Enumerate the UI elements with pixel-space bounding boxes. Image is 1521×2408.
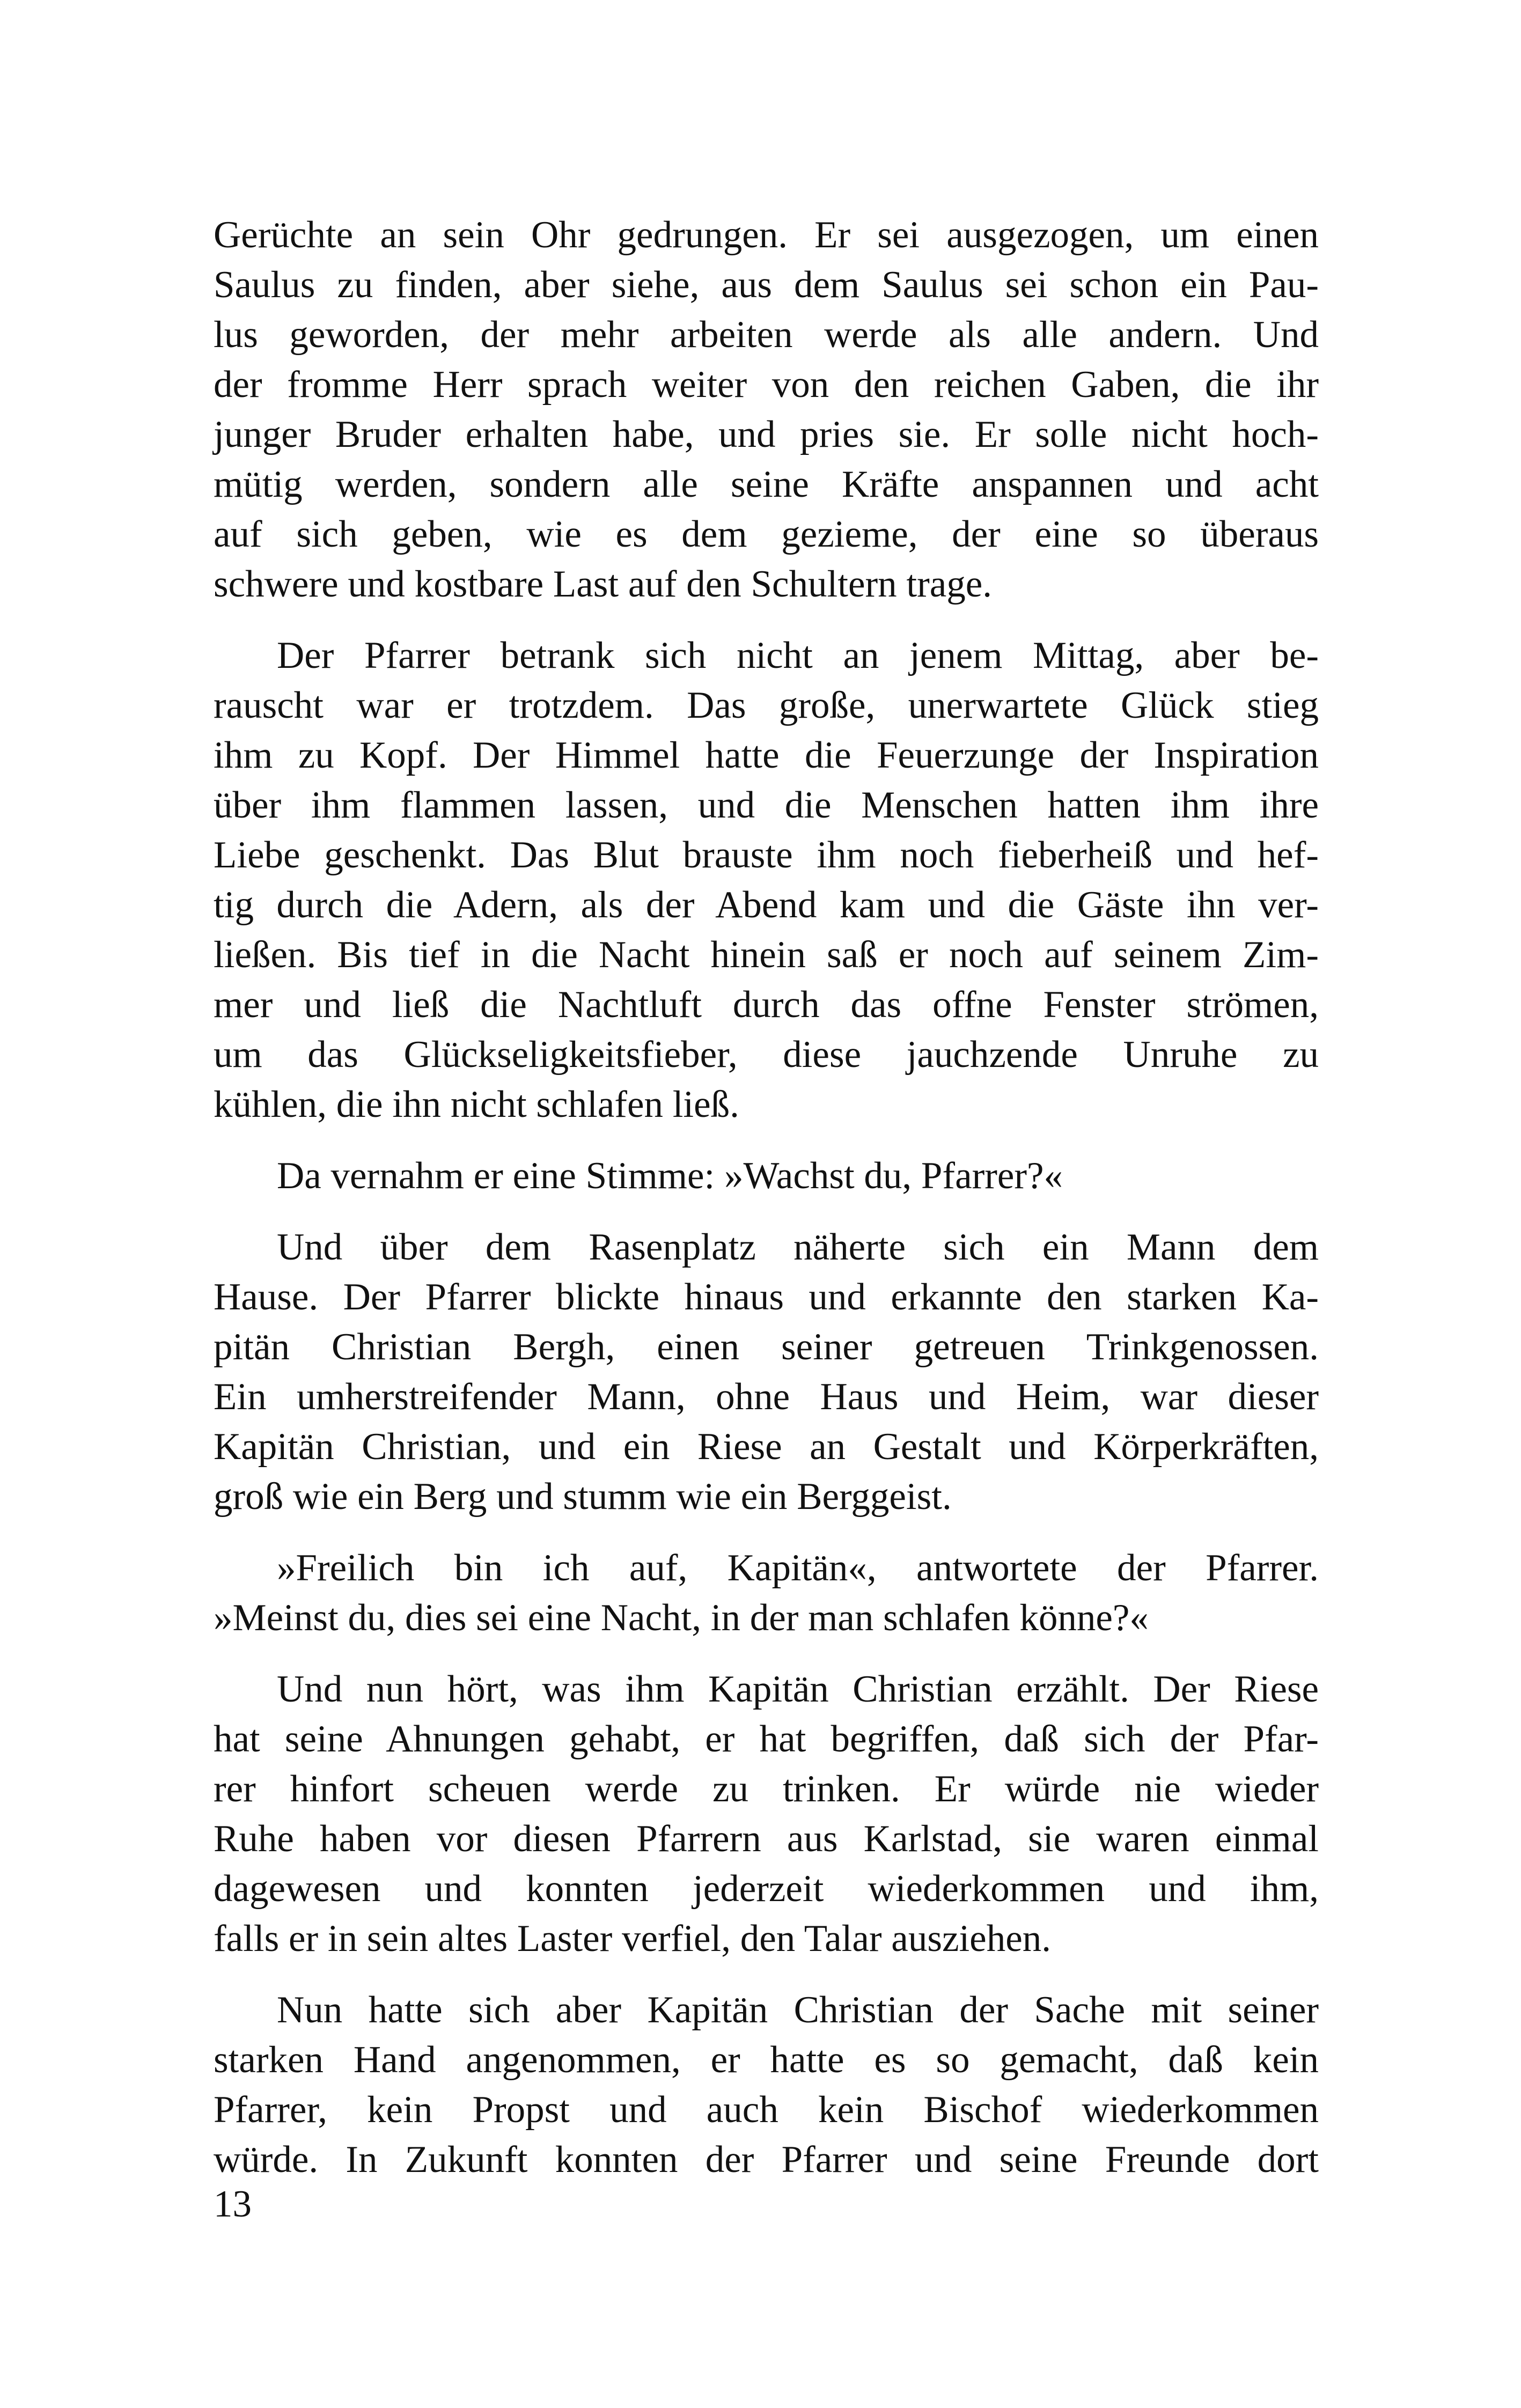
paragraph-4 (214, 1223, 1319, 1522)
text-line: auf sich geben, wie es dem gezieme, der eine so überaus (214, 513, 1319, 555)
text-line: Saulus zu finden, aber siehe, aus dem Saulus sei schon ein Pau- (214, 264, 1319, 306)
text-line: starken Hand angenommen, er hatte es so gemacht, daß kein (214, 2039, 1319, 2081)
text-line: Der Pfarrer betrank sich nicht an jenem Mittag, aber be- (277, 635, 1319, 676)
text-line: mütig werden, sondern alle seine Kräfte anspannen und acht (214, 463, 1319, 505)
text-line: Ein umherstreifender Mann, ohne Haus und Heim, war dieser (214, 1376, 1319, 1418)
paragraph-5 (214, 1543, 1319, 1643)
text-line: über ihm flammen lassen, und die Menschen hatten ihm ihre (214, 784, 1319, 826)
text-line: Kapitän Christian, und ein Riese an Gestalt und Körperkräften, (214, 1426, 1319, 1468)
text-line: Und nun hört, was ihm Kapitän Christian erzählt. Der Riese (277, 1668, 1319, 1710)
text-line: kühlen, die ihn nicht schlafen ließ. (214, 1084, 739, 1125)
text-line: falls er in sein altes Laster verfiel, den Talar ausziehen. (214, 1918, 1051, 1960)
text-line: Hause. Der Pfarrer blickte hinaus und erkannte den starken Ka- (214, 1276, 1319, 1318)
text-line: um das Glückseligkeitsfieber, diese jauchzende Unruhe zu (214, 1034, 1319, 1076)
text-line: Pfarrer, kein Propst und auch kein Bischof wiederkommen (214, 2089, 1319, 2131)
text-line: dagewesen und konnten jederzeit wiederkommen und ihm, (214, 1868, 1319, 1910)
text-line: »Meinst du, dies sei eine Nacht, in der man schlafen könne?« (214, 1597, 1149, 1639)
text-line: der fromme Herr sprach weiter von den reichen Gaben, die ihr (214, 364, 1319, 406)
text-line: rauscht war er trotzdem. Das große, unerwartete Glück stieg (214, 684, 1319, 726)
text-line: rer hinfort scheuen werde zu trinken. Er würde nie wieder (214, 1768, 1319, 1810)
text-line: junger Bruder erhalten habe, und pries sie. Er solle nicht hoch- (214, 414, 1319, 455)
page-body (214, 210, 1319, 2206)
text-line: mer und ließ die Nachtluft durch das offne Fenster strömen, (214, 984, 1319, 1026)
text-line: würde. In Zukunft konnten der Pfarrer und seine Freunde dort (214, 2139, 1319, 2181)
text-line: ihm zu Kopf. Der Himmel hatte die Feuerzunge der Inspiration (214, 734, 1319, 776)
text-line: ließen. Bis tief in die Nacht hinein saß er noch auf seinem Zim- (214, 934, 1319, 976)
paragraph-3 (214, 1151, 1319, 1201)
text-line: pitän Christian Bergh, einen seiner getreuen Trinkgenossen. (214, 1326, 1319, 1368)
paragraph-2 (214, 631, 1319, 1130)
text-line: schwere und kostbare Last auf den Schultern trage. (214, 563, 993, 605)
paragraph-7 (214, 1985, 1319, 2185)
text-line: hat seine Ahnungen gehabt, er hat begriffen, daß sich der Pfar- (214, 1718, 1319, 1760)
text-line: Und über dem Rasenplatz näherte sich ein Mann dem (277, 1226, 1319, 1268)
paragraph-1 (214, 210, 1319, 609)
text-line: Da vernahm er eine Stimme: »Wachst du, Pfarrer?« (277, 1155, 1063, 1197)
text-line: groß wie ein Berg und stumm wie ein Berggeist. (214, 1476, 952, 1518)
text-line: Nun hatte sich aber Kapitän Christian der Sache mit seiner (277, 1989, 1319, 2031)
text-line: »Freilich bin ich auf, Kapitän«, antwortete der Pfarrer. (277, 1547, 1319, 1589)
text-line: Liebe geschenkt. Das Blut brauste ihm noch fieberheiß und hef- (214, 834, 1319, 876)
text-line: Gerüchte an sein Ohr gedrungen. Er sei ausgezogen, um einen (214, 214, 1319, 256)
text-line: lus geworden, der mehr arbeiten werde als alle andern. Und (214, 314, 1319, 356)
text-line: tig durch die Adern, als der Abend kam und die Gäste ihn ver- (214, 884, 1319, 926)
page-number: 13 (214, 2183, 252, 2225)
paragraph-6 (214, 1665, 1319, 1964)
text-line: Ruhe haben vor diesen Pfarrern aus Karlstad, sie waren einmal (214, 1818, 1319, 1860)
